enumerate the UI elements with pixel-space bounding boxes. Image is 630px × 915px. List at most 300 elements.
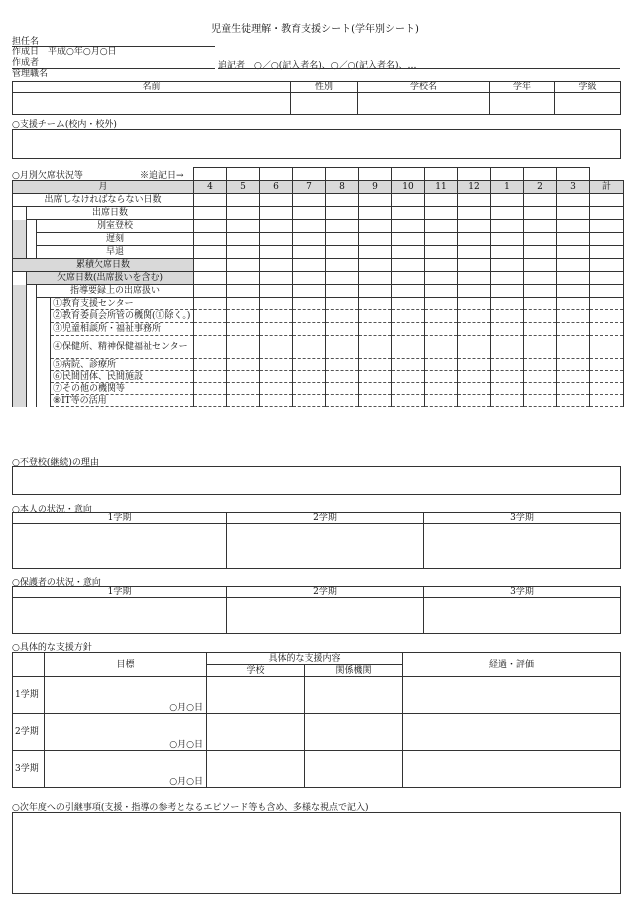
attendance-cell[interactable]: [392, 323, 425, 336]
guardian-term-3-field[interactable]: [424, 598, 621, 634]
handover-label: ○次年度への引継事項(支援・指導の参考となるエピソード等も含め、多様な視点で記入): [12, 803, 369, 813]
attendance-cell[interactable]: [524, 323, 557, 336]
attendance-cell[interactable]: [326, 310, 359, 323]
attendance-cell[interactable]: [491, 207, 524, 220]
month-8: 8: [326, 181, 359, 194]
additional-writer: 追記者 ○／○(記入者名)、○／○(記入者名)、…: [218, 61, 417, 71]
attendance-cell[interactable]: [590, 246, 624, 259]
attendance-cell[interactable]: [260, 395, 293, 407]
tsuiki-cell[interactable]: [359, 168, 392, 181]
tsuiki-cell[interactable]: [524, 168, 557, 181]
month-12: 12: [458, 181, 491, 194]
attendance-cell[interactable]: [425, 323, 458, 336]
attendance-cell[interactable]: [194, 371, 227, 383]
attendance-row-label: ③児童相談所・福祉事務所: [51, 323, 194, 336]
attendance-cell[interactable]: [194, 285, 227, 298]
support-plan-table: [12, 652, 621, 788]
student-term-3-field[interactable]: [424, 524, 621, 569]
attendance-cell[interactable]: [227, 395, 260, 407]
tsuiki-cell[interactable]: [425, 168, 458, 181]
attendance-cell[interactable]: [326, 194, 359, 207]
tsuiki-cell[interactable]: [326, 168, 359, 181]
attendance-cell[interactable]: [194, 207, 227, 220]
plan-agency-1-field[interactable]: [305, 677, 403, 714]
student-term-2-field[interactable]: [227, 524, 424, 569]
attendance-cell[interactable]: [392, 285, 425, 298]
gender-field[interactable]: [291, 93, 358, 115]
guardian-status-table: [12, 586, 621, 634]
attendance-cell[interactable]: [392, 259, 425, 272]
month-9: 9: [359, 181, 392, 194]
attendance-cell[interactable]: [458, 220, 491, 233]
attendance-cell[interactable]: [260, 383, 293, 395]
attendance-cell[interactable]: [425, 395, 458, 407]
attendance-cell[interactable]: [227, 220, 260, 233]
header-class: 学級: [555, 82, 621, 93]
content-header: 具体的な支援内容: [207, 653, 403, 665]
attendance-cell[interactable]: [260, 359, 293, 371]
attendance-cell[interactable]: [524, 383, 557, 395]
attendance-cell[interactable]: [425, 285, 458, 298]
attendance-cell[interactable]: [260, 371, 293, 383]
attendance-cell[interactable]: [425, 310, 458, 323]
attendance-cell[interactable]: [590, 207, 624, 220]
reason-label: ○不登校(継続)の理由: [12, 458, 99, 468]
attendance-cell[interactable]: [590, 220, 624, 233]
attendance-cell[interactable]: [590, 310, 624, 323]
attendance-cell[interactable]: [392, 371, 425, 383]
attendance-cell[interactable]: [491, 383, 524, 395]
attendance-cell[interactable]: [557, 383, 590, 395]
attendance-cell[interactable]: [293, 371, 326, 383]
attendance-row-label: 累積欠席日数: [13, 259, 194, 272]
attendance-cell[interactable]: [425, 336, 458, 359]
teacher-name-label: 担任名: [12, 37, 40, 47]
attendance-cell[interactable]: [491, 246, 524, 259]
attendance-cell[interactable]: [491, 359, 524, 371]
attendance-row: [13, 246, 624, 259]
attendance-cell[interactable]: [491, 298, 524, 310]
attendance-cell[interactable]: [590, 272, 624, 285]
attendance-cell[interactable]: [392, 220, 425, 233]
attendance-cell[interactable]: [557, 207, 590, 220]
attendance-cell[interactable]: [392, 246, 425, 259]
attendance-row-label: ④保健所、精神保健福祉センター: [51, 336, 194, 359]
attendance-cell[interactable]: [590, 371, 624, 383]
attendance-cell[interactable]: [293, 246, 326, 259]
attendance-cell[interactable]: [458, 207, 491, 220]
attendance-cell[interactable]: [590, 395, 624, 407]
attendance-cell[interactable]: [326, 298, 359, 310]
attendance-cell[interactable]: [491, 194, 524, 207]
attendance-cell[interactable]: [557, 371, 590, 383]
attendance-cell[interactable]: [392, 359, 425, 371]
school-field[interactable]: [358, 93, 490, 115]
attendance-row-label: 欠席日数(出席扱いを含む): [27, 272, 194, 285]
attendance-cell[interactable]: [590, 336, 624, 359]
plan-agency-3-field[interactable]: [305, 751, 403, 788]
attendance-cell[interactable]: [227, 371, 260, 383]
attendance-cell[interactable]: [293, 207, 326, 220]
attendance-cell[interactable]: [491, 310, 524, 323]
evaluation-header: 経過・評価: [403, 653, 621, 677]
attendance-cell[interactable]: [359, 220, 392, 233]
guardian-term-2-field[interactable]: [227, 598, 424, 634]
attendance-cell[interactable]: [491, 395, 524, 407]
month-5: 5: [227, 181, 260, 194]
month-label: 月: [13, 181, 194, 194]
attendance-cell[interactable]: [227, 323, 260, 336]
header-school: 学校名: [358, 82, 490, 93]
attendance-cell[interactable]: [458, 298, 491, 310]
attendance-cell[interactable]: [425, 259, 458, 272]
attendance-cell[interactable]: [359, 272, 392, 285]
term-1-header: 1学期: [13, 587, 227, 598]
attendance-cell[interactable]: [227, 359, 260, 371]
attendance-cell[interactable]: [425, 194, 458, 207]
attendance-cell[interactable]: [194, 310, 227, 323]
attendance-cell[interactable]: [458, 285, 491, 298]
attendance-cell[interactable]: [260, 323, 293, 336]
attendance-row-label: 早退: [37, 246, 194, 259]
attendance-cell[interactable]: [458, 310, 491, 323]
attendance-cell[interactable]: [359, 323, 392, 336]
attendance-row: [13, 298, 624, 310]
attendance-cell[interactable]: [260, 207, 293, 220]
attendance-cell[interactable]: [524, 359, 557, 371]
attendance-cell[interactable]: [293, 310, 326, 323]
attendance-cell[interactable]: [425, 371, 458, 383]
plan-eval-3-field[interactable]: [403, 751, 621, 788]
attendance-cell[interactable]: [194, 359, 227, 371]
attendance-cell[interactable]: [491, 371, 524, 383]
attendance-cell[interactable]: [359, 233, 392, 246]
attendance-cell[interactable]: [557, 310, 590, 323]
attendance-cell[interactable]: [227, 383, 260, 395]
attendance-cell[interactable]: [425, 233, 458, 246]
attendance-cell[interactable]: [524, 336, 557, 359]
attendance-cell[interactable]: [293, 220, 326, 233]
attendance-cell[interactable]: [227, 246, 260, 259]
attendance-cell[interactable]: [326, 359, 359, 371]
tsuiki-date-label: ※追記日→: [140, 171, 184, 181]
attendance-cell[interactable]: [359, 194, 392, 207]
attendance-cell[interactable]: [524, 298, 557, 310]
attendance-cell[interactable]: [326, 233, 359, 246]
attendance-cell[interactable]: [260, 259, 293, 272]
attendance-cell[interactable]: [359, 359, 392, 371]
attendance-cell[interactable]: [425, 298, 458, 310]
attendance-cell[interactable]: [425, 220, 458, 233]
student-status-table: [12, 512, 621, 569]
reason-field[interactable]: [12, 466, 621, 495]
attendance-cell[interactable]: [359, 246, 392, 259]
support-team-field[interactable]: [12, 129, 621, 159]
attendance-cell[interactable]: [194, 298, 227, 310]
attendance-cell[interactable]: [293, 259, 326, 272]
attendance-cell[interactable]: [590, 323, 624, 336]
goal-header: 目標: [45, 653, 207, 677]
attendance-cell[interactable]: [458, 194, 491, 207]
attendance-cell[interactable]: [557, 395, 590, 407]
attendance-cell[interactable]: [557, 323, 590, 336]
attendance-cell[interactable]: [359, 383, 392, 395]
class-field[interactable]: [555, 93, 621, 115]
attendance-cell[interactable]: [293, 395, 326, 407]
additional-writer-line[interactable]: [218, 68, 620, 69]
attendance-row: [13, 310, 624, 323]
support-team-label: ○支援チーム(校内・校外): [12, 120, 117, 130]
attendance-cell[interactable]: [293, 285, 326, 298]
attendance-cell[interactable]: [491, 336, 524, 359]
plan-school-2-field[interactable]: [207, 714, 305, 751]
attendance-cell[interactable]: [524, 233, 557, 246]
attendance-cell[interactable]: [392, 233, 425, 246]
header-name: 名前: [13, 82, 291, 93]
attendance-cell[interactable]: [293, 359, 326, 371]
attendance-cell[interactable]: [458, 336, 491, 359]
student-term-1-field[interactable]: [13, 524, 227, 569]
attendance-row: [13, 207, 624, 220]
attendance-cell[interactable]: [425, 359, 458, 371]
attendance-cell[interactable]: [524, 194, 557, 207]
attendance-cell[interactable]: [425, 207, 458, 220]
attendance-cell[interactable]: [227, 207, 260, 220]
attendance-cell[interactable]: [326, 259, 359, 272]
attendance-cell[interactable]: [326, 220, 359, 233]
attendance-cell[interactable]: [392, 207, 425, 220]
attendance-cell[interactable]: [491, 272, 524, 285]
attendance-cell[interactable]: [590, 285, 624, 298]
attendance-cell[interactable]: [326, 323, 359, 336]
attendance-cell[interactable]: [524, 285, 557, 298]
tsuiki-cell[interactable]: [293, 168, 326, 181]
tsuiki-cell[interactable]: [557, 168, 590, 181]
attendance-cell[interactable]: [458, 259, 491, 272]
attendance-row: [13, 259, 624, 272]
attendance-cell[interactable]: [590, 359, 624, 371]
attendance-row: [13, 233, 624, 246]
attendance-cell[interactable]: [194, 233, 227, 246]
attendance-cell[interactable]: [194, 395, 227, 407]
attendance-cell[interactable]: [359, 395, 392, 407]
attendance-cell[interactable]: [524, 272, 557, 285]
tsuiki-cell[interactable]: [194, 168, 227, 181]
plan-school-1-field[interactable]: [207, 677, 305, 714]
tsuiki-cell[interactable]: [227, 168, 260, 181]
term-1-header: 1学期: [13, 513, 227, 524]
support-plan-label: ○具体的な支援方針: [12, 643, 92, 653]
attendance-cell[interactable]: [590, 233, 624, 246]
attendance-cell[interactable]: [491, 323, 524, 336]
attendance-cell[interactable]: [392, 272, 425, 285]
attendance-cell[interactable]: [359, 259, 392, 272]
attendance-cell[interactable]: [359, 285, 392, 298]
attendance-cell[interactable]: [524, 207, 557, 220]
attendance-cell[interactable]: [392, 383, 425, 395]
plan-eval-1-field[interactable]: [403, 677, 621, 714]
attendance-cell[interactable]: [557, 194, 590, 207]
plan-eval-2-field[interactable]: [403, 714, 621, 751]
attendance-cell[interactable]: [227, 336, 260, 359]
attendance-cell[interactable]: [227, 310, 260, 323]
attendance-cell[interactable]: [425, 383, 458, 395]
attendance-cell[interactable]: [326, 285, 359, 298]
attendance-cell[interactable]: [326, 207, 359, 220]
tsuiki-cell[interactable]: [392, 168, 425, 181]
grade-field[interactable]: [490, 93, 555, 115]
attendance-cell[interactable]: [227, 272, 260, 285]
attendance-cell[interactable]: [524, 259, 557, 272]
attendance-cell[interactable]: [293, 336, 326, 359]
attendance-cell[interactable]: [458, 371, 491, 383]
attendance-cell[interactable]: [425, 246, 458, 259]
attendance-cell[interactable]: [227, 285, 260, 298]
attendance-cell[interactable]: [227, 233, 260, 246]
month-2: 2: [524, 181, 557, 194]
attendance-cell[interactable]: [590, 298, 624, 310]
attendance-cell[interactable]: [557, 336, 590, 359]
attendance-cell[interactable]: [491, 233, 524, 246]
attendance-cell[interactable]: [194, 383, 227, 395]
plan-goal-3-field[interactable]: [45, 751, 207, 788]
attendance-row: [13, 323, 624, 336]
attendance-cell[interactable]: [293, 298, 326, 310]
attendance-cell[interactable]: [392, 395, 425, 407]
attendance-cell[interactable]: [491, 285, 524, 298]
agency-header: 関係機関: [305, 665, 403, 677]
attendance-cell[interactable]: [458, 359, 491, 371]
attendance-cell[interactable]: [392, 298, 425, 310]
attendance-row: [13, 272, 624, 285]
attendance-cell[interactable]: [260, 285, 293, 298]
attendance-cell[interactable]: [194, 259, 227, 272]
attendance-cell[interactable]: [227, 298, 260, 310]
attendance-cell[interactable]: [491, 220, 524, 233]
attendance-cell[interactable]: [524, 395, 557, 407]
attendance-cell[interactable]: [326, 272, 359, 285]
month-11: 11: [425, 181, 458, 194]
attendance-cell[interactable]: [359, 207, 392, 220]
attendance-cell[interactable]: [458, 272, 491, 285]
attendance-row-label: 遅刻: [37, 233, 194, 246]
attendance-cell[interactable]: [524, 246, 557, 259]
attendance-cell[interactable]: [293, 323, 326, 336]
attendance-cell[interactable]: [458, 383, 491, 395]
school-header: 学校: [207, 665, 305, 677]
attendance-cell[interactable]: [260, 233, 293, 246]
attendance-cell[interactable]: [227, 259, 260, 272]
month-total: 計: [590, 181, 624, 194]
attendance-cell[interactable]: [392, 310, 425, 323]
attendance-cell[interactable]: [194, 336, 227, 359]
attendance-cell[interactable]: [359, 298, 392, 310]
attendance-row: [13, 383, 624, 395]
attendance-cell[interactable]: [524, 371, 557, 383]
attendance-cell[interactable]: [326, 371, 359, 383]
attendance-cell[interactable]: [458, 233, 491, 246]
attendance-cell[interactable]: [293, 233, 326, 246]
attendance-cell[interactable]: [194, 246, 227, 259]
guardian-term-1-field[interactable]: [13, 598, 227, 634]
attendance-cell[interactable]: [557, 259, 590, 272]
attendance-cell[interactable]: [524, 220, 557, 233]
attendance-cell[interactable]: [293, 383, 326, 395]
attendance-cell[interactable]: [557, 246, 590, 259]
attendance-cell[interactable]: [557, 359, 590, 371]
handover-field[interactable]: [12, 812, 621, 894]
attendance-cell[interactable]: [194, 220, 227, 233]
attendance-cell[interactable]: [557, 298, 590, 310]
attendance-cell[interactable]: [326, 336, 359, 359]
attendance-row-label: ⑧IT等の活用: [51, 395, 194, 407]
attendance-cell[interactable]: [194, 194, 227, 207]
attendance-cell[interactable]: [590, 383, 624, 395]
created-date: 作成日 平成○年○月○日: [12, 47, 117, 57]
tsuiki-cell[interactable]: [491, 168, 524, 181]
plan-term-3: 3学期: [13, 751, 45, 788]
attendance-cell[interactable]: [458, 323, 491, 336]
attendance-cell[interactable]: [326, 395, 359, 407]
attendance-cell[interactable]: [392, 336, 425, 359]
date-mark: ○月○日: [169, 703, 203, 713]
attendance-cell[interactable]: [590, 259, 624, 272]
attendance-cell[interactable]: [260, 194, 293, 207]
attendance-cell[interactable]: [260, 272, 293, 285]
attendance-cell[interactable]: [557, 233, 590, 246]
attendance-cell[interactable]: [359, 310, 392, 323]
tsuiki-cell[interactable]: [260, 168, 293, 181]
attendance-cell[interactable]: [458, 246, 491, 259]
attendance-cell[interactable]: [260, 246, 293, 259]
attendance-cell[interactable]: [425, 272, 458, 285]
attendance-cell[interactable]: [359, 371, 392, 383]
attendance-cell[interactable]: [260, 220, 293, 233]
attendance-cell[interactable]: [392, 194, 425, 207]
term-3-header: 3学期: [424, 513, 621, 524]
attendance-cell[interactable]: [491, 259, 524, 272]
attendance-cell[interactable]: [557, 272, 590, 285]
attendance-cell[interactable]: [260, 336, 293, 359]
attendance-cell[interactable]: [326, 383, 359, 395]
plan-goal-2-field[interactable]: [45, 714, 207, 751]
plan-goal-1-field[interactable]: [45, 677, 207, 714]
plan-agency-2-field[interactable]: [305, 714, 403, 751]
attendance-cell[interactable]: [590, 194, 624, 207]
attendance-cell[interactable]: [194, 272, 227, 285]
attendance-row-label: ②教育委員会所管の機関(①除く。): [51, 310, 194, 323]
date-mark: ○月○日: [169, 777, 203, 787]
attendance-cell[interactable]: [194, 323, 227, 336]
attendance-cell[interactable]: [557, 285, 590, 298]
attendance-cell[interactable]: [458, 395, 491, 407]
tsuiki-cell[interactable]: [458, 168, 491, 181]
attendance-cell[interactable]: [524, 310, 557, 323]
attendance-row-label: ①教育支援センター: [51, 298, 194, 310]
attendance-cell[interactable]: [293, 194, 326, 207]
attendance-cell[interactable]: [227, 194, 260, 207]
plan-school-3-field[interactable]: [207, 751, 305, 788]
plan-term-2: 2学期: [13, 714, 45, 751]
name-field[interactable]: [13, 93, 291, 115]
attendance-label: ○月別欠席状況等: [12, 171, 83, 181]
attendance-cell[interactable]: [293, 272, 326, 285]
attendance-cell[interactable]: [326, 246, 359, 259]
attendance-cell[interactable]: [359, 336, 392, 359]
attendance-cell[interactable]: [260, 298, 293, 310]
attendance-cell[interactable]: [557, 220, 590, 233]
attendance-cell[interactable]: [260, 310, 293, 323]
